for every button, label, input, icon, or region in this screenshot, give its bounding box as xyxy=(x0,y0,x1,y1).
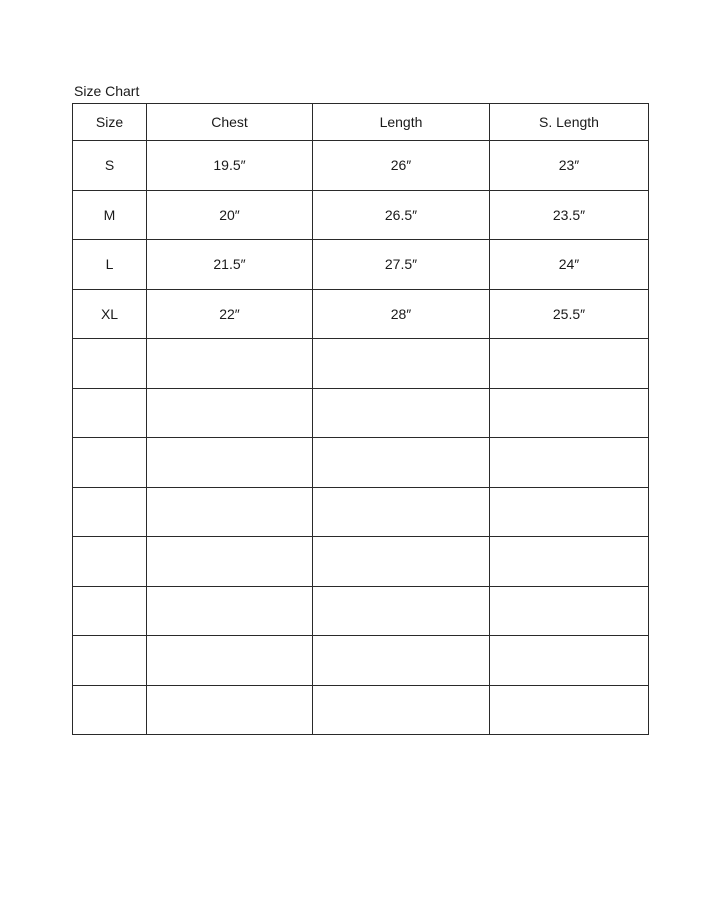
cell-length: 26″ xyxy=(313,141,490,191)
cell-length xyxy=(313,388,490,438)
cell-length xyxy=(313,685,490,735)
cell-length xyxy=(313,537,490,587)
cell-s-length xyxy=(490,388,649,438)
table-row xyxy=(73,388,649,438)
table-row xyxy=(73,487,649,537)
cell-s-length xyxy=(490,487,649,537)
table-row xyxy=(73,537,649,587)
cell-size xyxy=(73,487,147,537)
cell-s-length xyxy=(490,339,649,389)
table-row xyxy=(73,141,649,191)
cell-length xyxy=(313,487,490,537)
cell-length xyxy=(313,438,490,488)
header-length: Length xyxy=(313,104,490,141)
cell-size: L xyxy=(73,240,147,290)
cell-chest xyxy=(147,586,313,636)
cell-s-length: 23″ xyxy=(490,141,649,191)
table-header-row xyxy=(73,104,649,141)
table-row xyxy=(73,586,649,636)
cell-s-length: 24″ xyxy=(490,240,649,290)
cell-size: XL xyxy=(73,289,147,339)
header-s-length: S. Length xyxy=(490,104,649,141)
cell-length xyxy=(313,339,490,389)
table-row xyxy=(73,240,649,290)
cell-size xyxy=(73,388,147,438)
cell-size: S xyxy=(73,141,147,191)
cell-chest xyxy=(147,685,313,735)
cell-size xyxy=(73,537,147,587)
table-row xyxy=(73,685,649,735)
cell-s-length xyxy=(490,685,649,735)
header-size: Size xyxy=(73,104,147,141)
cell-size xyxy=(73,339,147,389)
cell-size xyxy=(73,438,147,488)
cell-chest xyxy=(147,388,313,438)
cell-chest xyxy=(147,438,313,488)
cell-s-length xyxy=(490,586,649,636)
cell-chest xyxy=(147,636,313,686)
table-body xyxy=(73,141,649,735)
cell-size xyxy=(73,586,147,636)
cell-s-length xyxy=(490,537,649,587)
cell-chest: 21.5″ xyxy=(147,240,313,290)
cell-length xyxy=(313,636,490,686)
cell-chest: 22″ xyxy=(147,289,313,339)
cell-chest xyxy=(147,339,313,389)
page-title: Size Chart xyxy=(74,83,140,99)
cell-length: 27.5″ xyxy=(313,240,490,290)
table-row xyxy=(73,339,649,389)
cell-s-length: 23.5″ xyxy=(490,190,649,240)
cell-chest xyxy=(147,487,313,537)
table-row xyxy=(73,289,649,339)
header-chest: Chest xyxy=(147,104,313,141)
cell-chest: 20″ xyxy=(147,190,313,240)
cell-chest xyxy=(147,537,313,587)
cell-size xyxy=(73,685,147,735)
table-row xyxy=(73,636,649,686)
table-row xyxy=(73,438,649,488)
size-chart-table xyxy=(72,103,649,735)
cell-length: 28″ xyxy=(313,289,490,339)
table-row xyxy=(73,190,649,240)
cell-s-length: 25.5″ xyxy=(490,289,649,339)
cell-chest: 19.5″ xyxy=(147,141,313,191)
cell-s-length xyxy=(490,636,649,686)
cell-length xyxy=(313,586,490,636)
cell-size xyxy=(73,636,147,686)
cell-size: M xyxy=(73,190,147,240)
cell-s-length xyxy=(490,438,649,488)
cell-length: 26.5″ xyxy=(313,190,490,240)
